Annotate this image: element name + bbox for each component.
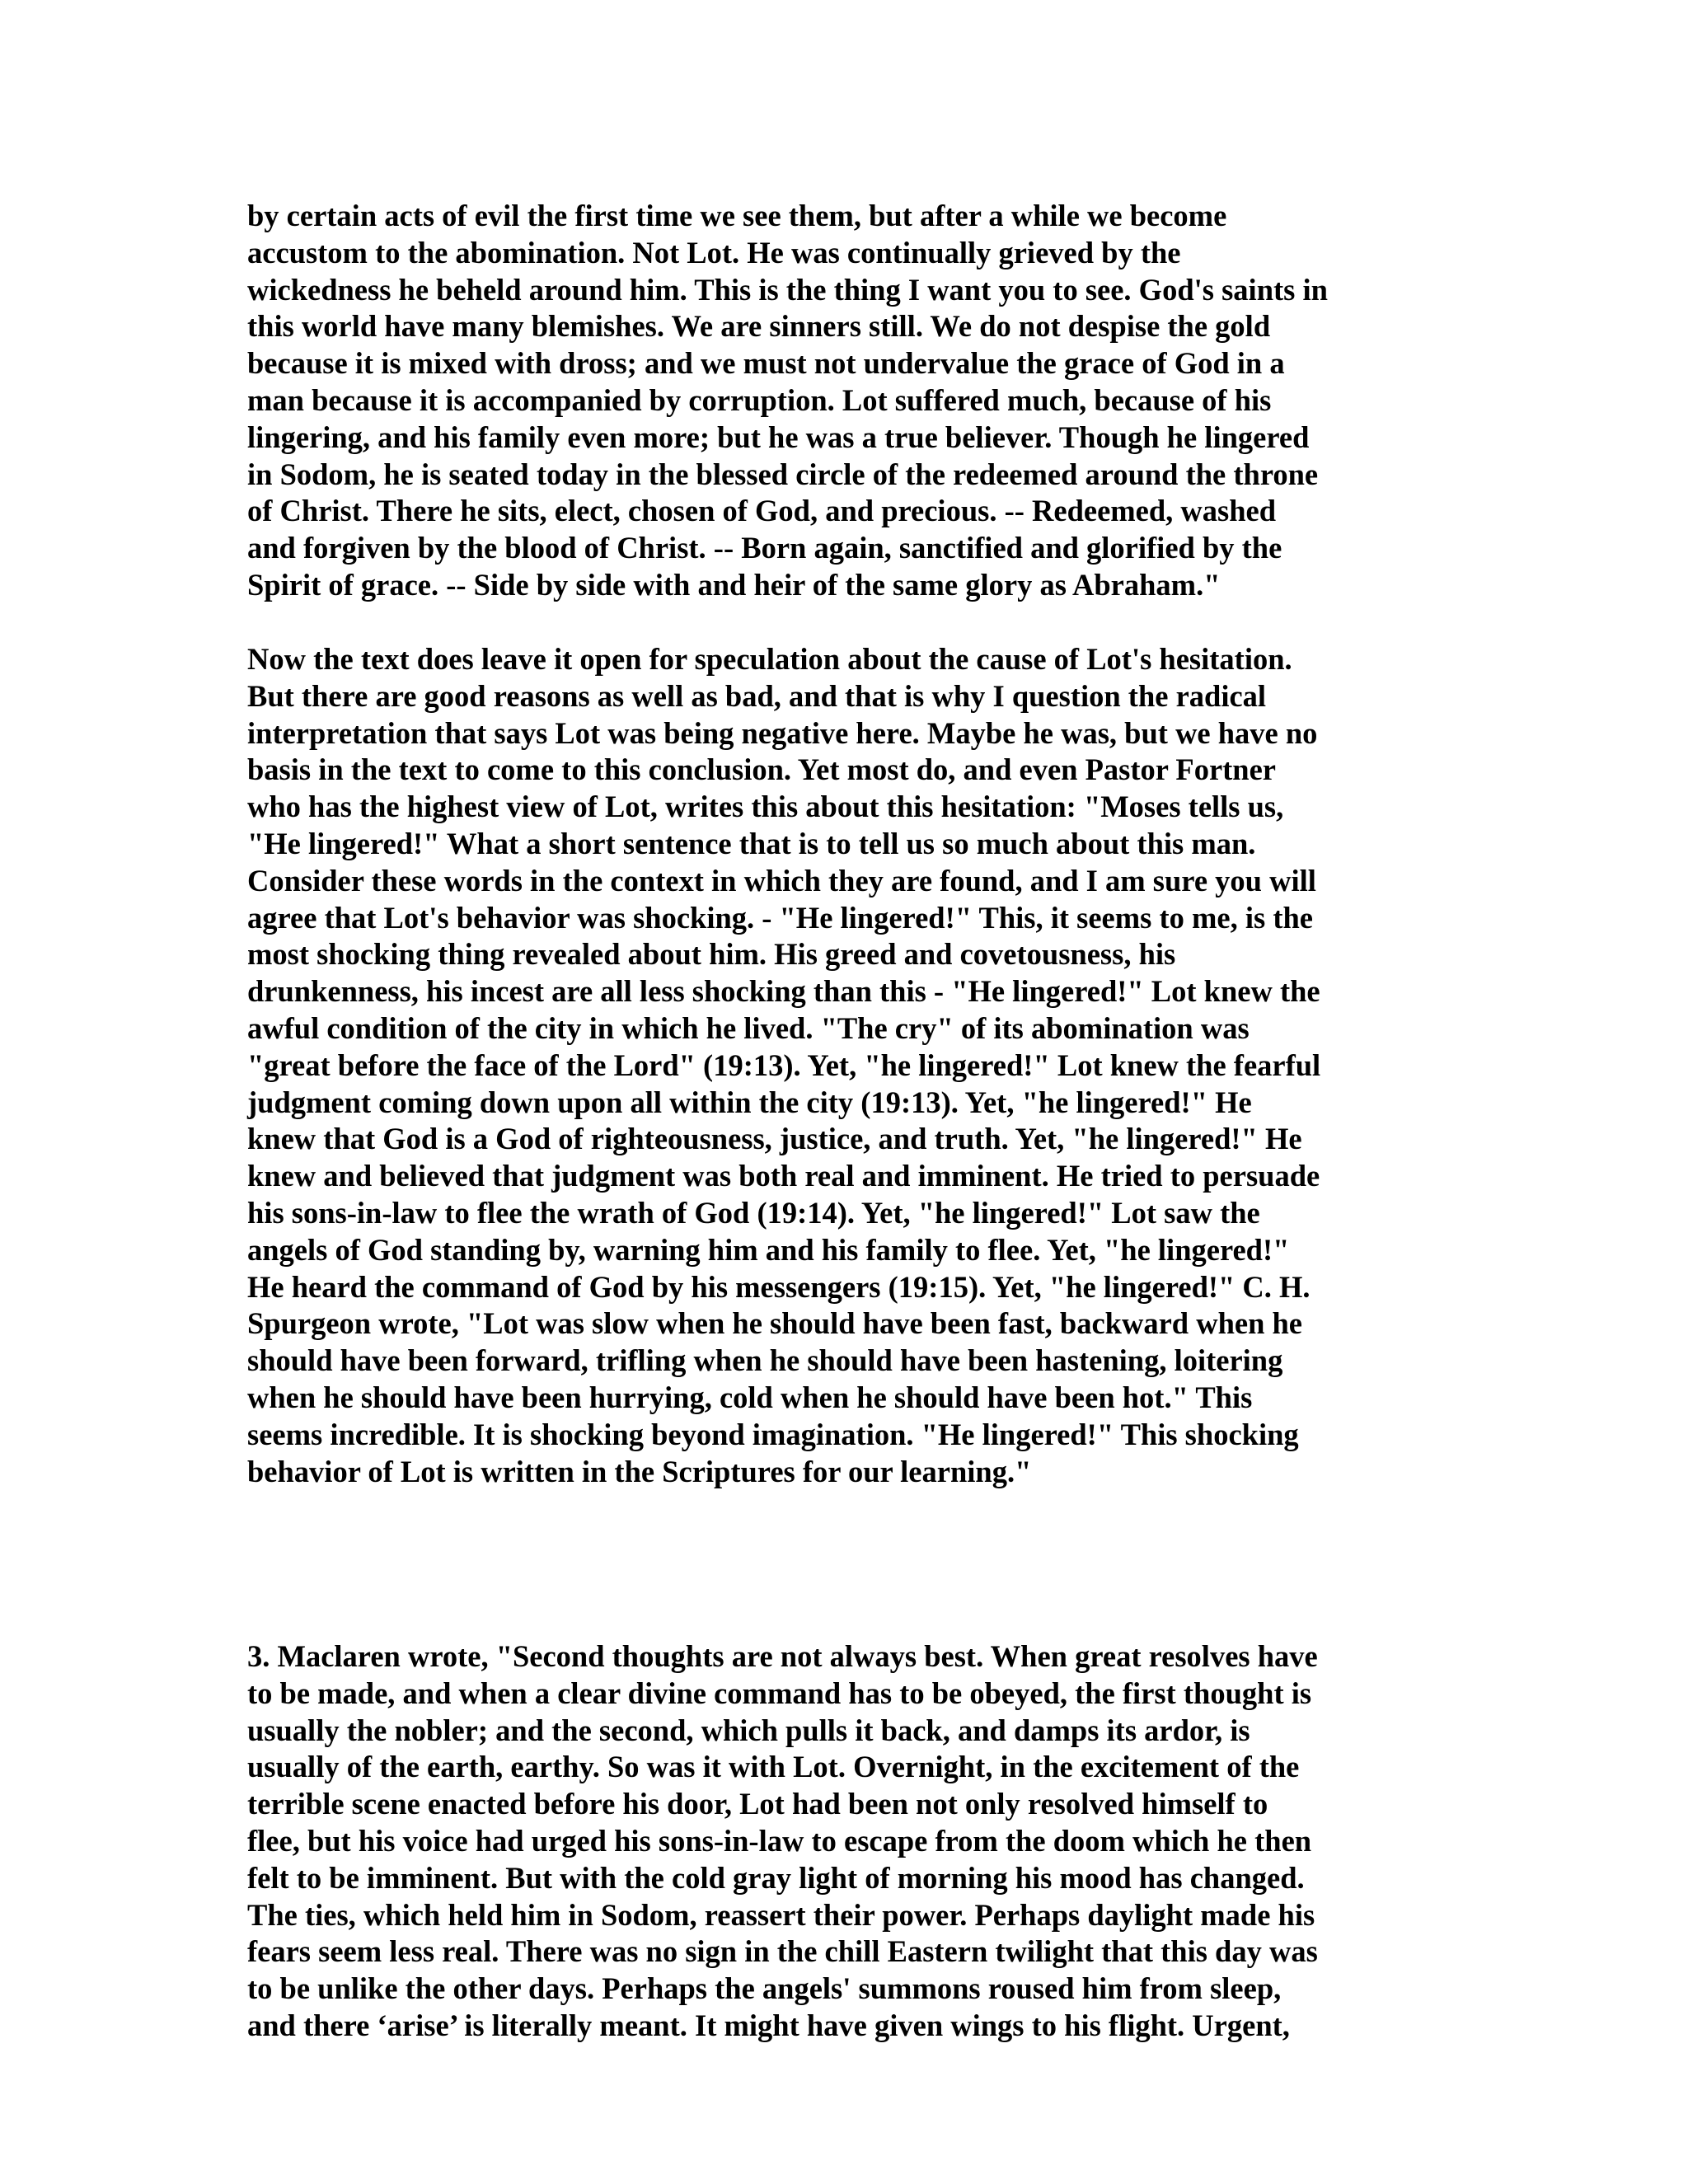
text-line: and forgiven by the blood of Christ. -- Born again, sanctified and glorified by the [247,531,1282,565]
text-line: "He lingered!" What a short sentence that is to tell us so much about this man. [247,826,1256,860]
text-line: knew and believed that judgment was both real and imminent. He tried to persuade [247,1159,1320,1193]
text-line: accustom to the abomination. Not Lot. He was continually grieved by the [247,235,1181,269]
text-line: judgment coming down upon all within the city (19:13). Yet, "he lingered!" He [247,1085,1252,1119]
text-line: man because it is accompanied by corruption. Lot suffered much, because of his [247,382,1272,417]
text-line: basis in the text to come to this conclusion. Yet most do, and even Pastor Fortner [247,752,1277,787]
text-line: his sons-in-law to flee the wrath of God (19:14). Yet, "he lingered!" Lot saw the [247,1195,1260,1230]
text-line: lingering, and his family even more; but he was a true believer. Though he lingered [247,419,1310,454]
paragraph-1 [247,198,1451,604]
text-line: interpretation that says Lot was being negative here. Maybe he was, but we have no [247,715,1318,750]
text-line: Spurgeon wrote, "Lot was slow when he should have been fast, backward when he [247,1306,1302,1341]
text-line: Spirit of grace. -- Side by side with and heir of the same glory as Abraham." [247,567,1221,602]
text-line: because it is mixed with dross; and we must not undervalue the grace of God in a [247,346,1285,381]
text-line: seems incredible. It is shocking beyond imagination. "He lingered!" This shocking [247,1417,1299,1451]
text-line: when he should have been hurrying, cold when he should have been hot." This [247,1380,1253,1414]
text-line: this world have many blemishes. We are sinners still. We do not despise the gold [247,309,1271,344]
text-line: to be unlike the other days. Perhaps the angels' summons roused him from sleep, [247,1971,1282,2006]
text-line: by certain acts of evil the first time we see them, but after a while we become [247,199,1227,232]
text-line: drunkenness, his incest are all less shocking than this - "He lingered!" Lot knew the [247,974,1320,1009]
text-line: fears seem less real. There was no sign in the chill Eastern twilight that this day was [247,1934,1318,1969]
text-line: flee, but his voice had urged his sons-in-law to escape from the doom which he then [247,1823,1312,1858]
paragraph-3 [247,1638,1451,2045]
text-line: He heard the command of God by his messengers (19:15). Yet, "he lingered!" C. H. [247,1269,1311,1304]
text-line: "great before the face of the Lord" (19:13). Yet, "he lingered!" Lot knew the fearful [247,1047,1321,1082]
text-line: and there ‘arise’ is literally meant. It might have given wings to his flight. Urgent, [247,2008,1290,2042]
text-line: behavior of Lot is written in the Scriptures for our learning." [247,1454,1032,1488]
text-line: The ties, which held him in Sodom, reassert their power. Perhaps daylight made his [247,1897,1315,1932]
text-line: 3. Maclaren wrote, "Second thoughts are not always best. When great resolves have [247,1639,1318,1673]
text-line: angels of God standing by, warning him and his family to flee. Yet, "he lingered!" [247,1232,1290,1267]
text-line: But there are good reasons as well as bad, and that is why I question the radical [247,678,1267,713]
text-line: awful condition of the city in which he lived. "The cry" of its abomination was [247,1010,1250,1045]
paragraph-2 [247,641,1451,1490]
text-line: Consider these words in the context in which they are found, and I am sure you will [247,863,1316,898]
text-line: usually the nobler; and the second, which pulls it back, and damps its ardor, is [247,1713,1250,1747]
text-line: usually of the earth, earthy. So was it with Lot. Overnight, in the excitement of the [247,1750,1300,1784]
text-line: to be made, and when a clear divine command has to be obeyed, the first thought is [247,1675,1312,1710]
text-line: agree that Lot's behavior was shocking. - "He lingered!" This, it seems to me, is the [247,900,1313,935]
text-line: who has the highest view of Lot, writes this about this hesitation: "Moses tells us, [247,790,1284,824]
text-line: terrible scene enacted before his door, Lot had been not only resolved himself to [247,1787,1268,1821]
text-line: in Sodom, he is seated today in the blessed circle of the redeemed around the throne [247,457,1319,491]
text-line: most shocking thing revealed about him. His greed and covetousness, his [247,937,1176,972]
text-line: wickedness he beheld around him. This is the thing I want you to see. God's saints in [247,272,1328,307]
text-line: of Christ. There he sits, elect, chosen of God, and precious. -- Redeemed, washed [247,494,1277,528]
text-line: should have been forward, trifling when he should have been hastening, loitering [247,1343,1283,1378]
text-line: Now the text does leave it open for speculation about the cause of Lot's hesitation. [247,642,1292,676]
text-line: felt to be imminent. But with the cold gray light of morning his mood has changed. [247,1860,1305,1895]
text-line: knew that God is a God of righteousness, justice, and truth. Yet, "he lingered!" He [247,1122,1302,1156]
